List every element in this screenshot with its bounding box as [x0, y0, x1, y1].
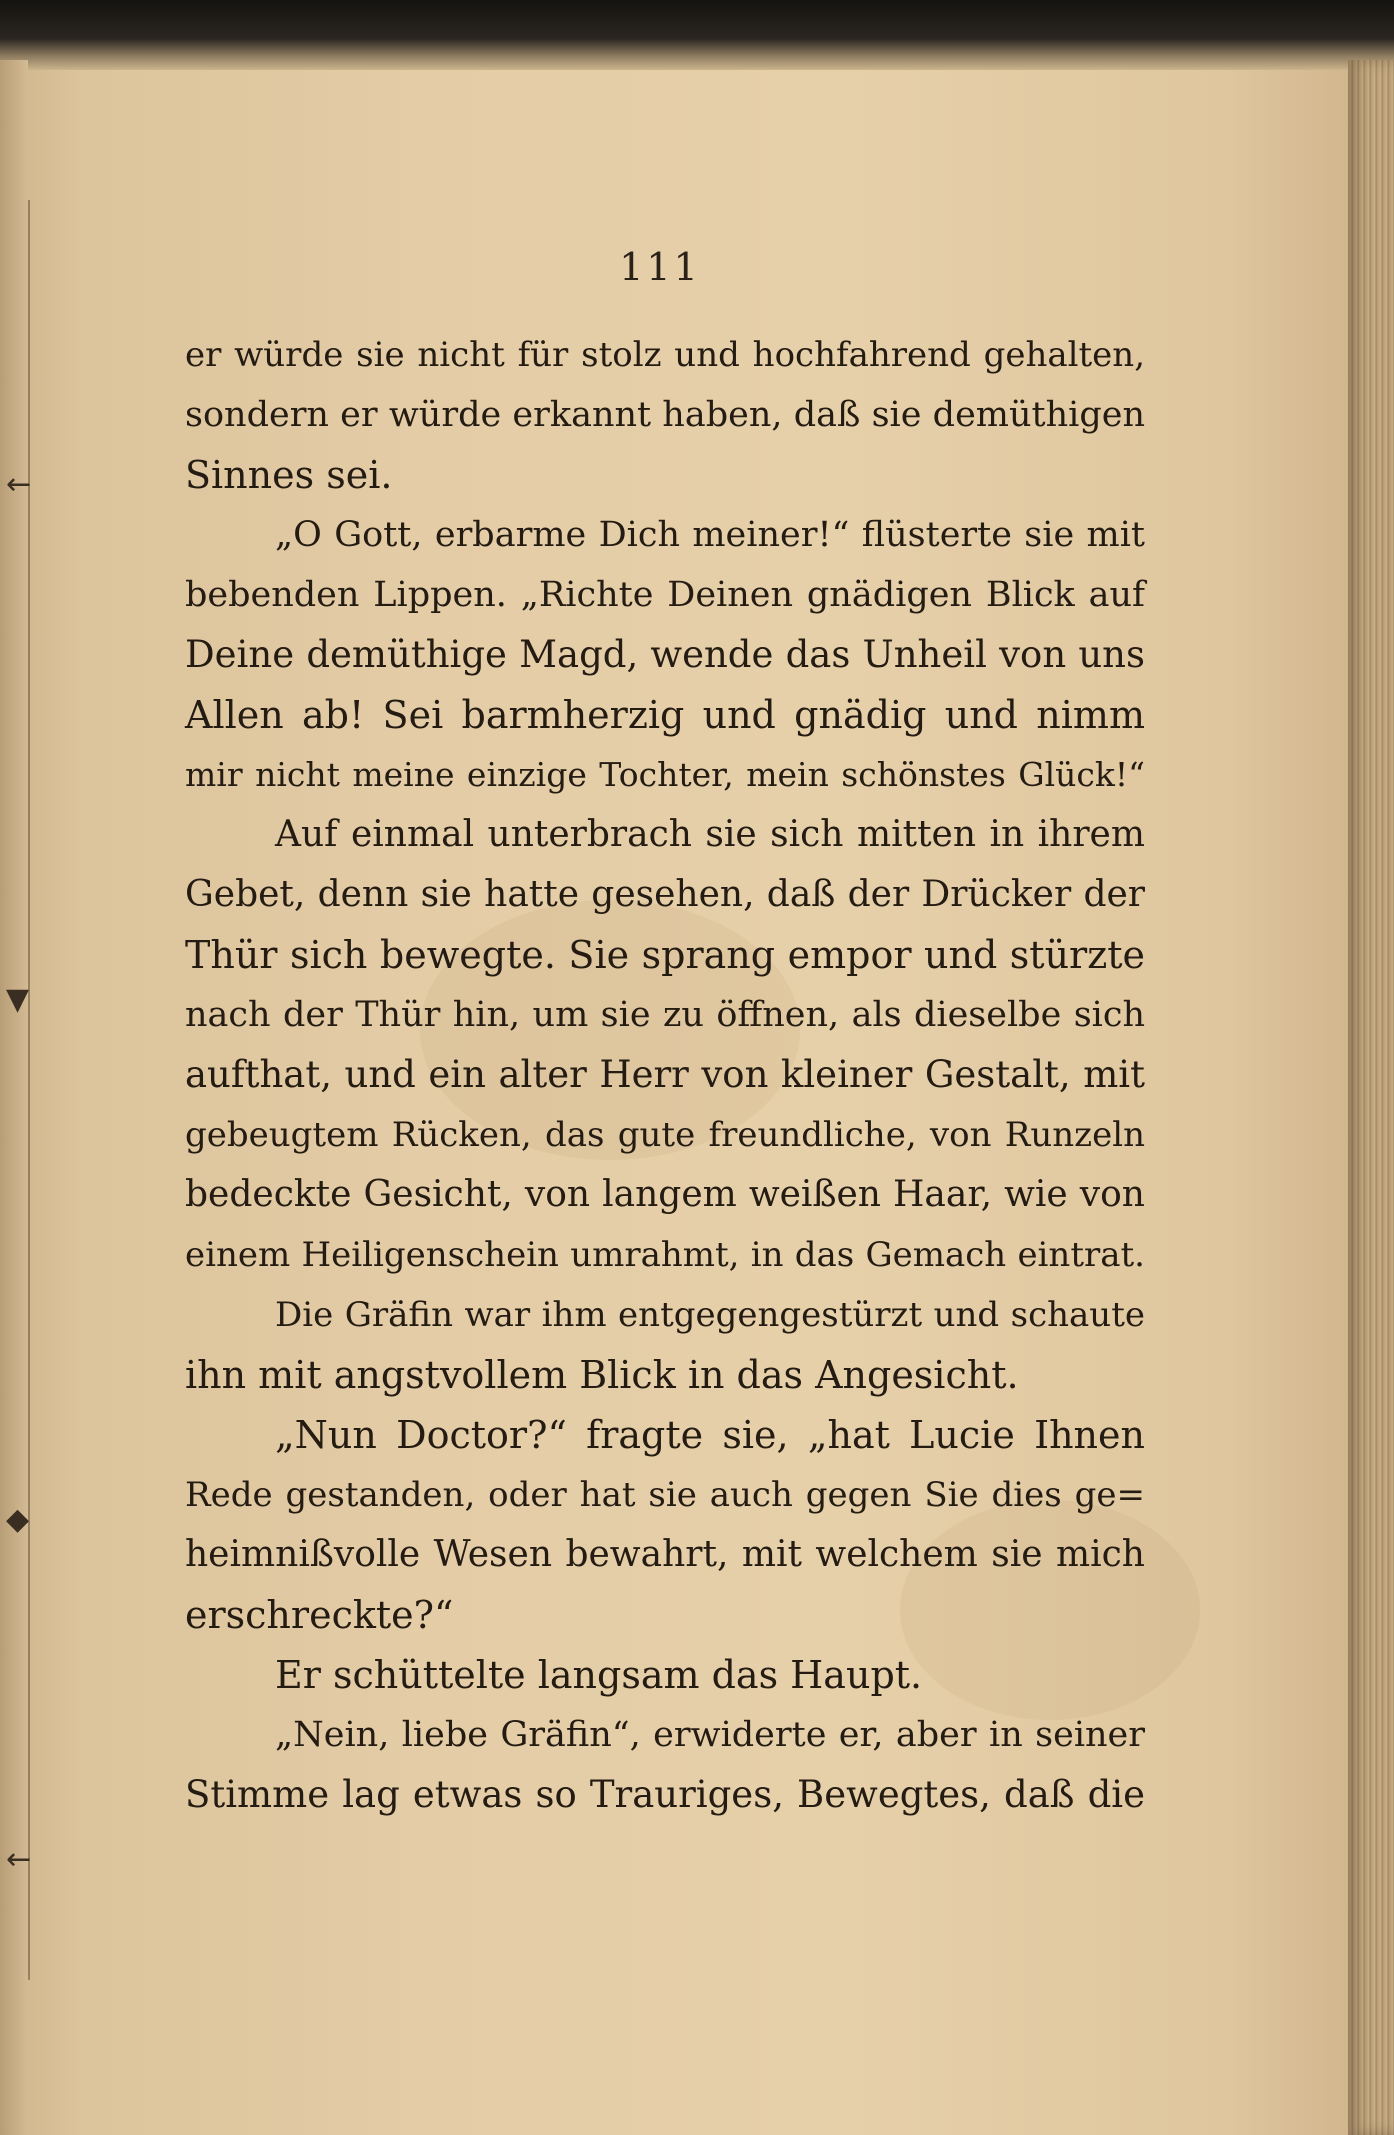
text-line: „O Gott, erbarme Dich meiner!“ flüsterte sie mit	[275, 515, 1145, 555]
text-line: „Nun Doctor?“ fragte sie, „hat Lucie Ihnen	[275, 1413, 1145, 1457]
page-stack-edge	[1348, 60, 1394, 2135]
binding-mark-icon: ◆	[6, 1502, 30, 1537]
text-line: Rede gestanden, oder hat sie auch gegen Sie dies ge=	[185, 1475, 1145, 1515]
text-line: bebenden Lippen. „Richte Deinen gnädigen Blick auf	[185, 575, 1145, 615]
binding-mark-icon: ▼	[6, 982, 30, 1017]
text-line: er würde sie nicht für stolz und hochfahrend gehalten,	[185, 335, 1145, 375]
binding-mark-icon: ←	[6, 1842, 32, 1877]
text-line: gebeugtem Rücken, das gute freundliche, von Runzeln	[185, 1115, 1145, 1155]
text-line: Gebet, denn sie hatte gesehen, daß der Drücker der	[185, 874, 1145, 915]
binding-mark-icon: ←	[6, 467, 32, 502]
text-line: ihn mit angstvollem Blick in das Angesicht.	[185, 1353, 1019, 1397]
page-number: 111	[619, 245, 701, 289]
text-line: Deine demüthige Magd, wende das Unheil von uns	[185, 633, 1145, 676]
text-line: Stimme lag etwas so Trauriges, Bewegtes, daß die	[185, 1773, 1145, 1816]
text-line: Auf einmal unterbrach sie sich mitten in ihrem	[275, 814, 1145, 855]
text-line: „Nein, liebe Gräfin“, erwiderte er, aber in seiner	[275, 1715, 1145, 1755]
text-line: nach der Thür hin, um sie zu öffnen, als dieselbe sich	[185, 995, 1145, 1035]
text-line: sondern er würde erkannt haben, daß sie demüthigen	[185, 395, 1145, 435]
text-line: Er schüttelte langsam das Haupt.	[275, 1653, 923, 1697]
text-line: heimnißvolle Wesen bewahrt, mit welchem sie mich	[185, 1534, 1145, 1575]
page-gutter	[0, 60, 28, 2135]
text-line: aufthat, und ein alter Herr von kleiner Gestalt, mit	[185, 1053, 1145, 1096]
scan-top-edge	[0, 0, 1394, 70]
body-text	[185, 325, 1145, 1825]
text-line: Thür sich bewegte. Sie sprang empor und stürzte	[185, 933, 1145, 977]
text-line: Allen ab! Sei barmherzig und gnädig und nimm	[185, 693, 1145, 737]
text-line: Sinnes sei.	[185, 453, 393, 497]
text-line: einem Heiligenschein umrahmt, in das Gemach eintrat.	[185, 1235, 1145, 1275]
text-line: bedeckte Gesicht, von langem weißen Haar, wie von	[185, 1174, 1145, 1215]
text-line: mir nicht meine einzige Tochter, mein schönstes Glück!“	[185, 755, 1145, 794]
text-line: erschreckte?“	[185, 1593, 454, 1637]
text-line: Die Gräfin war ihm entgegengestürzt und schaute	[275, 1295, 1145, 1335]
